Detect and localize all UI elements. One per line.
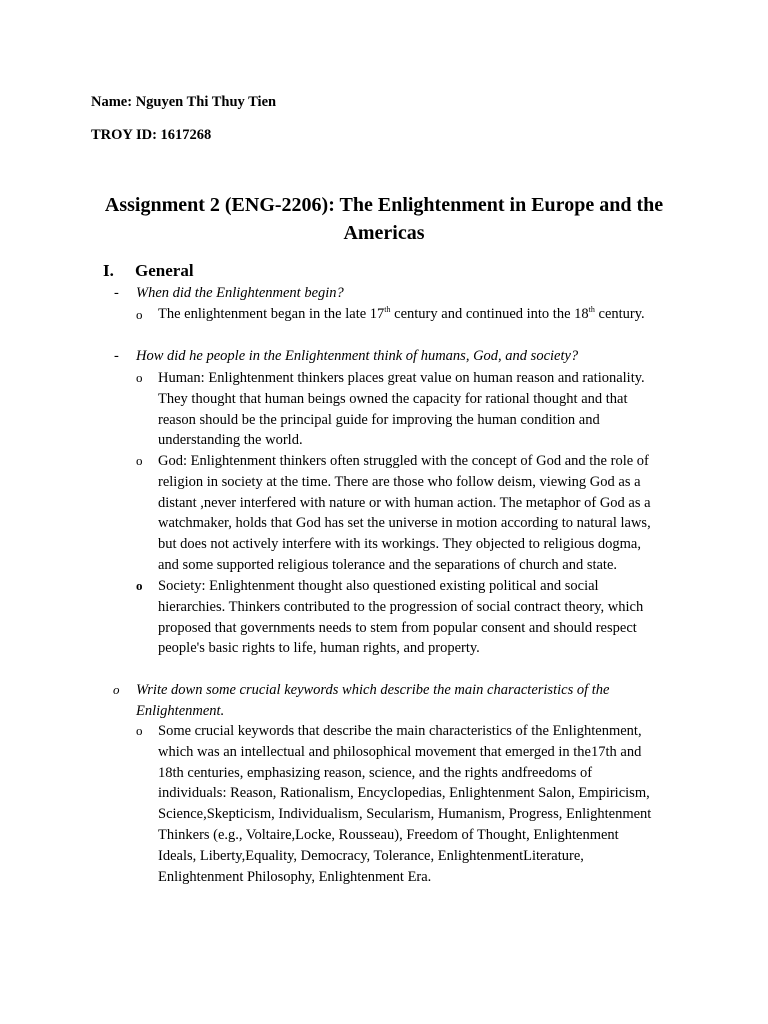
text-line: God: Enlightenment thinkers often struggled with the concept of God and the role of (158, 453, 649, 469)
section-heading: General (135, 261, 194, 280)
page-title-line-2: Americas (343, 222, 425, 244)
text-line: Write down some crucial keywords which describe the main characteristics of the (136, 682, 610, 698)
text-line: understanding the world. (158, 432, 303, 449)
text-line: people's basic rights to life, human rights, and property. (158, 640, 480, 657)
answer-human (158, 368, 645, 451)
text-line: Ideals, Liberty,Equality, Democracy, Tolerance, EnlightenmentLiterature, (158, 847, 584, 864)
page-title: Assignment 2 (ENG-2206): The Enlightenment in Europe and the (104, 194, 664, 216)
text-line: Enlightenment. (136, 702, 225, 719)
circle-bullet: o (136, 578, 143, 593)
dash-bullet: - (114, 348, 119, 364)
circle-bullet: o (113, 682, 120, 697)
dash-bullet: - (114, 285, 119, 301)
text-line: individuals: Reason, Rationalism, Encyclopedias, Enlightenment Salon, Empiricism, (158, 785, 650, 802)
text-line: Human: Enlightenment thinkers places great value on human reason and rationality. (158, 370, 645, 386)
text-line: Some crucial keywords that describe the main characteristics of the Enlightenment, (158, 723, 642, 739)
circle-bullet: o (136, 723, 143, 738)
text-line: Science,Skepticism, Individualism, Secularism, Humanism, Progress, Enlightenment (158, 806, 652, 823)
superscript-th: th (588, 305, 595, 314)
text-line: Enlightenment Philosophy, Enlightenment Era. (158, 868, 432, 885)
text-line: hierarchies. Thinkers contributed to the progression of social contract theory, which (158, 598, 644, 615)
circle-bullet: o (136, 370, 143, 385)
text-line: reason should be the principal guide for improving the human condition and (158, 411, 600, 428)
text-line: They thought that human beings owned the capacity for rational thought and that (158, 390, 628, 407)
circle-bullet: o (136, 307, 143, 322)
answer-1 (158, 306, 645, 323)
answer-1-part-2: century and continued into the 18 (390, 306, 589, 322)
circle-bullet: o (136, 453, 143, 468)
text-line: which was an intellectual and philosophical movement that emerged in the17th and (158, 743, 642, 760)
text-line: watchmaker, holds that God has set the universe in motion according to natural laws, (158, 515, 651, 532)
text-line: but does not actively interfere with its workings. They objected to religious dogma, (158, 536, 641, 553)
question-3 (136, 680, 609, 722)
troy-id: TROY ID: 1617268 (91, 127, 212, 143)
answer-1-part-1: The enlightenment began in the late 17 (158, 306, 385, 322)
text-line: Thinkers (e.g., Voltaire,Locke, Rousseau), Freedom of Thought, Enlightenment (158, 826, 619, 843)
text-line: and some supported religious tolerance and the separations of church and state. (158, 556, 618, 573)
superscript-th: th (384, 305, 391, 314)
student-name: Name: Nguyen Thi Thuy Tien (91, 94, 277, 110)
answer-god (158, 451, 651, 576)
text-line: religion in society at the time. There are those who follow deism, viewing God as a (158, 473, 641, 490)
text-line: proposed that governments needs to stem from popular consent and should respect (158, 619, 637, 636)
question-2: How did he people in the Enlightenment think of humans, God, and society? (136, 348, 579, 364)
text-line: Society: Enlightenment thought also questioned existing political and social (158, 578, 599, 594)
text-line: distant ,never interfered with nature or with human action. The metaphor of God as a (158, 494, 651, 511)
answer-1-part-3: century. (594, 306, 645, 322)
answer-3 (158, 721, 651, 887)
section-number: I. (103, 261, 114, 280)
question-1: When did the Enlightenment begin? (136, 285, 344, 301)
text-line: 18th centuries, emphasizing reason, science, and the rights andfreedoms of (158, 764, 593, 781)
answer-society (158, 576, 643, 659)
